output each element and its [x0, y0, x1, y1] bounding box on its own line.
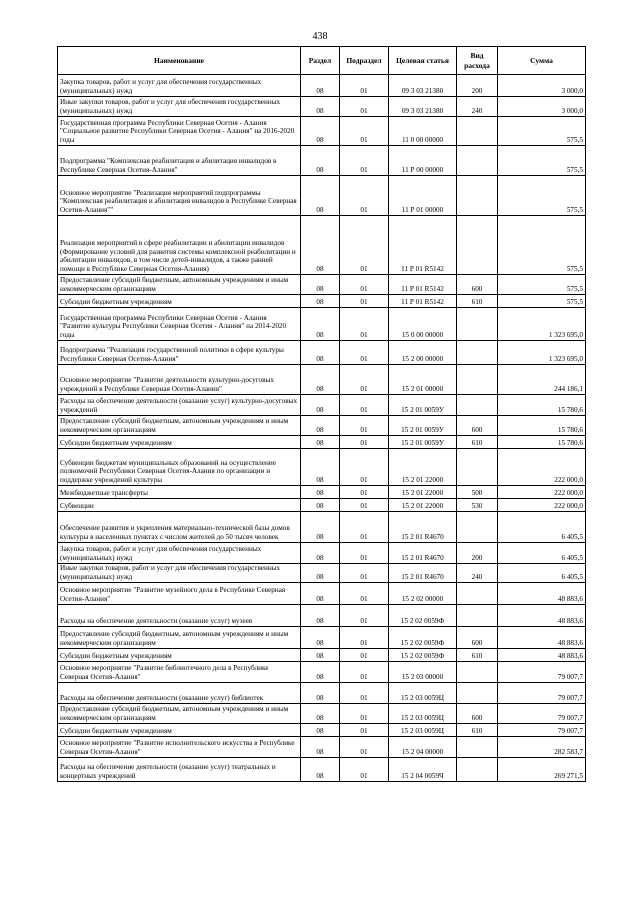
header-section: Раздел	[301, 47, 340, 75]
row-target-article-cell: 15 2 01 R4670	[389, 512, 457, 543]
row-name-cell: Расходы на обеспечение деятельности (оказание услуг) музеев	[58, 605, 301, 627]
row-sum-cell: 15 780,6	[498, 395, 586, 416]
row-name-cell: Подпрограмма "Реализация государственной политики в сфере культуры Республики Северная Осетия-Алания"	[58, 341, 301, 365]
row-expense-type-cell: 200	[457, 75, 498, 97]
row-sum-cell: 79 007,7	[498, 704, 586, 724]
row-expense-type-cell	[457, 341, 498, 365]
row-target-article-cell: 15 2 01 22000	[389, 486, 457, 499]
row-target-article-cell: 15 2 01 22000	[389, 499, 457, 512]
table-row	[58, 724, 586, 737]
row-target-article-cell: 15 2 03 0059Ц	[389, 683, 457, 704]
table-row	[58, 436, 586, 449]
row-subsection-cell: 01	[340, 416, 389, 436]
table-row	[58, 341, 586, 365]
row-section-cell: 08	[301, 649, 340, 662]
row-subsection-cell: 01	[340, 449, 389, 486]
table-row	[58, 512, 586, 543]
table-row	[58, 97, 586, 117]
row-section-cell: 08	[301, 436, 340, 449]
table-row	[58, 662, 586, 683]
row-sum-cell: 244 186,1	[498, 365, 586, 395]
row-expense-type-cell	[457, 662, 498, 683]
row-target-article-cell: 15 2 01 R4670	[389, 543, 457, 564]
row-expense-type-cell: 240	[457, 97, 498, 117]
row-section-cell: 08	[301, 117, 340, 146]
row-name-cell: Расходы на обеспечение деятельности (оказание услуг) театральных и концертных учреждений	[58, 758, 301, 782]
row-subsection-cell: 01	[340, 295, 389, 308]
table-row	[58, 275, 586, 295]
row-target-article-cell: 15 2 03 0059Ц	[389, 724, 457, 737]
row-expense-type-cell	[457, 176, 498, 216]
row-target-article-cell: 15 2 01 22000	[389, 449, 457, 486]
table-row	[58, 395, 586, 416]
row-sum-cell: 15 780,6	[498, 416, 586, 436]
row-target-article-cell: 15 2 03 00000	[389, 662, 457, 683]
row-expense-type-cell: 610	[457, 436, 498, 449]
row-target-article-cell: 09 3 03 21380	[389, 75, 457, 97]
row-target-article-cell: 15 0 00 00000	[389, 308, 457, 341]
row-subsection-cell: 01	[340, 436, 389, 449]
row-sum-cell: 79 007,7	[498, 662, 586, 683]
row-section-cell: 08	[301, 627, 340, 649]
row-expense-type-cell: 600	[457, 416, 498, 436]
row-section-cell: 08	[301, 512, 340, 543]
page-number: 438	[312, 31, 328, 42]
row-subsection-cell: 01	[340, 97, 389, 117]
table-row	[58, 564, 586, 583]
row-sum-cell: 48 883,6	[498, 627, 586, 649]
row-expense-type-cell	[457, 308, 498, 341]
row-subsection-cell: 01	[340, 543, 389, 564]
row-target-article-cell: 15 2 02 0059Ф	[389, 627, 457, 649]
row-sum-cell: 1 323 695,0	[498, 341, 586, 365]
table-row	[58, 75, 586, 97]
row-sum-cell: 222 000,0	[498, 486, 586, 499]
row-section-cell: 08	[301, 737, 340, 758]
row-subsection-cell: 01	[340, 605, 389, 627]
row-subsection-cell: 01	[340, 75, 389, 97]
row-name-cell: Субсидии бюджетным учреждениям	[58, 724, 301, 737]
row-target-article-cell: 15 2 04 0059Ч	[389, 758, 457, 782]
table-row	[58, 308, 586, 341]
row-name-cell: Иные закупки товаров, работ и услуг для обеспечения государственных (муниципальных) нужд	[58, 97, 301, 117]
row-sum-cell: 222 000,0	[498, 449, 586, 486]
table-row	[58, 737, 586, 758]
row-subsection-cell: 01	[340, 216, 389, 275]
row-expense-type-cell	[457, 758, 498, 782]
row-subsection-cell: 01	[340, 308, 389, 341]
row-subsection-cell: 01	[340, 365, 389, 395]
table-body	[58, 75, 586, 782]
row-target-article-cell: 15 2 00 00000	[389, 341, 457, 365]
row-name-cell: Расходы на обеспечение деятельности (оказание услуг) культурно-досуговых учреждений	[58, 395, 301, 416]
row-expense-type-cell: 600	[457, 627, 498, 649]
row-name-cell: Основное мероприятие "Развитие музейного дела в Республике Северная Осетия-Алания"	[58, 583, 301, 605]
row-target-article-cell: 11 Р 01 00000	[389, 176, 457, 216]
row-name-cell: Предоставление субсидий бюджетным, автономным учреждениям и иным некоммерческим организациям	[58, 627, 301, 649]
row-expense-type-cell	[457, 512, 498, 543]
header-sum: Сумма	[498, 47, 586, 75]
row-section-cell: 08	[301, 365, 340, 395]
row-name-cell: Межбюджетные трансферты	[58, 486, 301, 499]
table-row	[58, 117, 586, 146]
budget-table	[57, 46, 586, 782]
row-subsection-cell: 01	[340, 117, 389, 146]
row-expense-type-cell	[457, 605, 498, 627]
row-target-article-cell: 15 2 01 0059У	[389, 416, 457, 436]
row-subsection-cell: 01	[340, 512, 389, 543]
table-row	[58, 704, 586, 724]
row-subsection-cell: 01	[340, 704, 389, 724]
row-section-cell: 08	[301, 416, 340, 436]
row-sum-cell: 222 000,0	[498, 499, 586, 512]
row-subsection-cell: 01	[340, 683, 389, 704]
row-section-cell: 08	[301, 449, 340, 486]
header-subsection: Подраздел	[340, 47, 389, 75]
row-subsection-cell: 01	[340, 724, 389, 737]
row-sum-cell: 575,5	[498, 176, 586, 216]
row-section-cell: 08	[301, 724, 340, 737]
row-section-cell: 08	[301, 275, 340, 295]
row-name-cell: Субсидии бюджетным учреждениям	[58, 295, 301, 308]
row-sum-cell: 3 000,0	[498, 75, 586, 97]
row-expense-type-cell: 610	[457, 649, 498, 662]
row-subsection-cell: 01	[340, 627, 389, 649]
row-section-cell: 08	[301, 564, 340, 583]
row-name-cell: Закупка товаров, работ и услуг для обеспечения государственных (муниципальных) нужд	[58, 543, 301, 564]
row-expense-type-cell: 610	[457, 295, 498, 308]
row-sum-cell: 48 883,6	[498, 583, 586, 605]
row-target-article-cell: 15 2 01 00000	[389, 365, 457, 395]
table-row	[58, 449, 586, 486]
row-expense-type-cell	[457, 365, 498, 395]
row-name-cell: Расходы на обеспечение деятельности (оказание услуг) библиотек	[58, 683, 301, 704]
table-row	[58, 758, 586, 782]
row-name-cell: Закупка товаров, работ и услуг для обеспечения государственных (муниципальных) нужд	[58, 75, 301, 97]
row-name-cell: Предоставление субсидий бюджетным, автономным учреждениям и иным некоммерческим организациям	[58, 275, 301, 295]
table-row	[58, 295, 586, 308]
row-section-cell: 08	[301, 543, 340, 564]
row-section-cell: 08	[301, 704, 340, 724]
row-sum-cell: 48 883,6	[498, 649, 586, 662]
row-expense-type-cell: 530	[457, 499, 498, 512]
row-target-article-cell: 11 Р 00 00000	[389, 146, 457, 176]
table-row	[58, 543, 586, 564]
row-subsection-cell: 01	[340, 564, 389, 583]
header-expense-type: Вид расхода	[457, 47, 498, 75]
row-name-cell: Субвенции	[58, 499, 301, 512]
row-section-cell: 08	[301, 583, 340, 605]
row-name-cell: Государственная программа Республики Северная Осетия - Алания "Социальное развитие Республики Северная Осетия - Алания" на 2016-2020 годы	[58, 117, 301, 146]
header-target-article: Целевая статья	[389, 47, 457, 75]
row-section-cell: 08	[301, 683, 340, 704]
row-expense-type-cell	[457, 683, 498, 704]
row-expense-type-cell: 600	[457, 704, 498, 724]
row-sum-cell: 575,5	[498, 216, 586, 275]
row-expense-type-cell	[457, 146, 498, 176]
row-expense-type-cell	[457, 395, 498, 416]
table-row	[58, 649, 586, 662]
row-section-cell: 08	[301, 605, 340, 627]
row-section-cell: 08	[301, 395, 340, 416]
row-expense-type-cell	[457, 216, 498, 275]
row-sum-cell: 79 007,7	[498, 724, 586, 737]
row-section-cell: 08	[301, 662, 340, 683]
table-row	[58, 627, 586, 649]
row-section-cell: 08	[301, 176, 340, 216]
row-target-article-cell: 15 2 01 R4670	[389, 564, 457, 583]
row-name-cell: Государственная программа Республики Северная Осетия - Алания "Развитие культуры Республики Северная Осетия - Алания" на 2014-2020 годы	[58, 308, 301, 341]
row-subsection-cell: 01	[340, 275, 389, 295]
row-name-cell: Основное мероприятие "Развитие библиотечного дела в Республике Северная Осетия-Алания"	[58, 662, 301, 683]
row-subsection-cell: 01	[340, 395, 389, 416]
row-section-cell: 08	[301, 75, 340, 97]
row-sum-cell: 48 883,6	[498, 605, 586, 627]
row-target-article-cell: 09 3 03 21380	[389, 97, 457, 117]
row-section-cell: 08	[301, 216, 340, 275]
row-section-cell: 08	[301, 97, 340, 117]
row-name-cell: Основное мероприятие "Развитие деятельности культурно-досуговых учреждений в Республике Северная Осетия-Алания"	[58, 365, 301, 395]
row-sum-cell: 15 780,6	[498, 436, 586, 449]
row-sum-cell: 575,5	[498, 117, 586, 146]
row-expense-type-cell: 240	[457, 564, 498, 583]
row-sum-cell: 6 405,5	[498, 543, 586, 564]
row-expense-type-cell	[457, 583, 498, 605]
table-row	[58, 216, 586, 275]
row-sum-cell: 575,5	[498, 146, 586, 176]
row-section-cell: 08	[301, 499, 340, 512]
table-row	[58, 605, 586, 627]
row-subsection-cell: 01	[340, 499, 389, 512]
row-name-cell: Предоставление субсидий бюджетным, автономным учреждениям и иным некоммерческим организациям	[58, 416, 301, 436]
row-target-article-cell: 11 Р 01 R5142	[389, 275, 457, 295]
row-subsection-cell: 01	[340, 583, 389, 605]
row-target-article-cell: 11 Р 01 R5142	[389, 295, 457, 308]
row-subsection-cell: 01	[340, 146, 389, 176]
row-subsection-cell: 01	[340, 176, 389, 216]
row-sum-cell: 575,5	[498, 275, 586, 295]
row-subsection-cell: 01	[340, 341, 389, 365]
row-expense-type-cell	[457, 449, 498, 486]
row-sum-cell: 6 405,5	[498, 564, 586, 583]
row-target-article-cell: 11 0 00 00000	[389, 117, 457, 146]
row-expense-type-cell: 600	[457, 275, 498, 295]
row-subsection-cell: 01	[340, 737, 389, 758]
row-name-cell: Основное мероприятие "Реализация мероприятий подпрограммы "Комплексная реабилитация и абилитация инвалидов в Республике Северная Осетия-Алания""	[58, 176, 301, 216]
row-subsection-cell: 01	[340, 662, 389, 683]
row-section-cell: 08	[301, 146, 340, 176]
row-subsection-cell: 01	[340, 649, 389, 662]
row-section-cell: 08	[301, 486, 340, 499]
row-name-cell: Предоставление субсидий бюджетным, автономным учреждениям и иным некоммерческим организациям	[58, 704, 301, 724]
row-name-cell: Реализация мероприятий в сфере реабилитации и абилитации инвалидов (Формирование условий для развития системы комплексной реабилитации и абилитации инвалидов, в том числе детей-инвалидов, а также ранней помощи в Республике Северная Осетия-Алания)	[58, 216, 301, 275]
row-sum-cell: 269 271,5	[498, 758, 586, 782]
row-name-cell: Подпрограмма "Комплексная реабилитация и абилитация инвалидов в Республике Северная Осетия-Алания"	[58, 146, 301, 176]
header-name: Наименование	[58, 47, 301, 75]
row-sum-cell: 1 323 695,0	[498, 308, 586, 341]
row-name-cell: Субсидии бюджетным учреждениям	[58, 649, 301, 662]
row-name-cell: Основное мероприятие "Развитие исполнительского искусства в Республике Северная Осетия-Алания"	[58, 737, 301, 758]
row-section-cell: 08	[301, 308, 340, 341]
row-expense-type-cell: 610	[457, 724, 498, 737]
row-target-article-cell: 15 2 04 00000	[389, 737, 457, 758]
table-row	[58, 486, 586, 499]
row-subsection-cell: 01	[340, 486, 389, 499]
row-target-article-cell: 15 2 02 0059Ф	[389, 605, 457, 627]
row-sum-cell: 79 007,7	[498, 683, 586, 704]
row-target-article-cell: 15 2 02 00000	[389, 583, 457, 605]
row-target-article-cell: 11 Р 01 R5142	[389, 216, 457, 275]
row-target-article-cell: 15 2 03 0059Ц	[389, 704, 457, 724]
row-target-article-cell: 15 2 02 0059Ф	[389, 649, 457, 662]
row-sum-cell: 282 583,7	[498, 737, 586, 758]
row-expense-type-cell: 200	[457, 543, 498, 564]
row-name-cell: Иные закупки товаров, работ и услуг для обеспечения государственных (муниципальных) нужд	[58, 564, 301, 583]
table-row	[58, 146, 586, 176]
row-name-cell: Субсидии бюджетным учреждениям	[58, 436, 301, 449]
row-section-cell: 08	[301, 758, 340, 782]
row-expense-type-cell	[457, 117, 498, 146]
row-expense-type-cell: 500	[457, 486, 498, 499]
table-row	[58, 683, 586, 704]
row-target-article-cell: 15 2 01 0059У	[389, 436, 457, 449]
row-sum-cell: 6 405,5	[498, 512, 586, 543]
table-row	[58, 416, 586, 436]
row-section-cell: 08	[301, 341, 340, 365]
row-expense-type-cell	[457, 737, 498, 758]
table-row	[58, 176, 586, 216]
row-name-cell: Обеспечение развития и укрепления материально-технической базы домов культуры в населенных пунктах с числом жителей до 50 тысяч человек	[58, 512, 301, 543]
row-sum-cell: 575,5	[498, 295, 586, 308]
table-row	[58, 583, 586, 605]
table-header-row	[58, 47, 586, 75]
row-section-cell: 08	[301, 295, 340, 308]
row-target-article-cell: 15 2 01 0059У	[389, 395, 457, 416]
row-subsection-cell: 01	[340, 758, 389, 782]
table-row	[58, 499, 586, 512]
row-name-cell: Субвенции бюджетам муниципальных образований на осуществление полномочий Республики Северная Осетия-Алания по организации и поддержке учреждений культуры	[58, 449, 301, 486]
row-sum-cell: 3 000,0	[498, 97, 586, 117]
table-row	[58, 365, 586, 395]
